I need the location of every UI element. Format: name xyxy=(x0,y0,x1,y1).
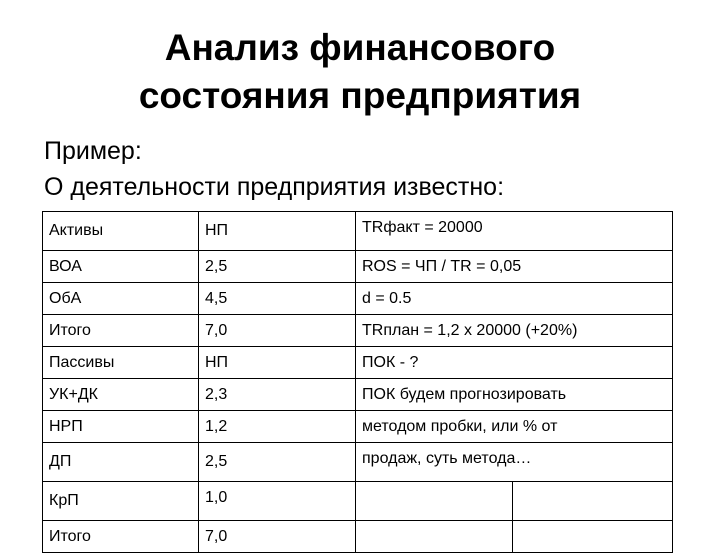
table-row xyxy=(43,482,673,521)
table-row xyxy=(43,521,673,553)
table-cell-note: TRплан = 1,2 х 20000 (+20%) xyxy=(356,315,673,347)
intro-example-label: Пример: xyxy=(44,137,142,165)
table-cell-value: 2,3 xyxy=(199,379,356,411)
table-cell-note: TRфакт = 20000 xyxy=(356,212,673,251)
table-cell-label: Активы xyxy=(43,212,199,251)
table-cell-empty xyxy=(356,482,513,521)
table-row xyxy=(43,283,673,315)
table-cell-label: КрП xyxy=(43,482,199,521)
table-row xyxy=(43,443,673,482)
table-cell-value: 4,5 xyxy=(199,283,356,315)
table-cell-note: ПОК будем прогнозировать xyxy=(356,379,673,411)
table-cell-value: 1,0 xyxy=(199,482,356,521)
table-cell-label: ОбА xyxy=(43,283,199,315)
table-cell-value: 7,0 xyxy=(199,521,356,553)
table-cell-value: НП xyxy=(199,347,356,379)
table-cell-value: 2,5 xyxy=(199,443,356,482)
table-cell-value: 7,0 xyxy=(199,315,356,347)
table-row xyxy=(43,379,673,411)
table-cell-note: d = 0.5 xyxy=(356,283,673,315)
table-cell-label: УК+ДК xyxy=(43,379,199,411)
table-row xyxy=(43,411,673,443)
table-cell-label: ДП xyxy=(43,443,199,482)
table-cell-note: продаж, суть метода… xyxy=(356,443,673,482)
slide-title-line-1: Анализ финансового xyxy=(164,27,556,68)
table-row xyxy=(43,251,673,283)
table-row xyxy=(43,347,673,379)
table-cell-label: НРП xyxy=(43,411,199,443)
table-cell-value: 1,2 xyxy=(199,411,356,443)
table-cell-label: Итого xyxy=(43,315,199,347)
table-cell-empty xyxy=(513,482,673,521)
table-cell-value: 2,5 xyxy=(199,251,356,283)
slide-title-line-2: состояния предприятия xyxy=(138,75,582,116)
table-cell-label: Итого xyxy=(43,521,199,553)
table-row xyxy=(43,212,673,251)
table-cell-empty xyxy=(356,521,513,553)
slide-title xyxy=(0,24,720,120)
table-cell-note: методом пробки, или % от xyxy=(356,411,673,443)
table-cell-value: НП xyxy=(199,212,356,251)
table-cell-label: Пассивы xyxy=(43,347,199,379)
financial-table xyxy=(42,211,673,553)
table-cell-note: ROS = ЧП / TR = 0,05 xyxy=(356,251,673,283)
intro-description: О деятельности предприятия известно: xyxy=(44,173,505,201)
table-row xyxy=(43,315,673,347)
table-cell-empty xyxy=(513,521,673,553)
table-cell-label: ВОА xyxy=(43,251,199,283)
table-cell-note: ПОК - ? xyxy=(356,347,673,379)
